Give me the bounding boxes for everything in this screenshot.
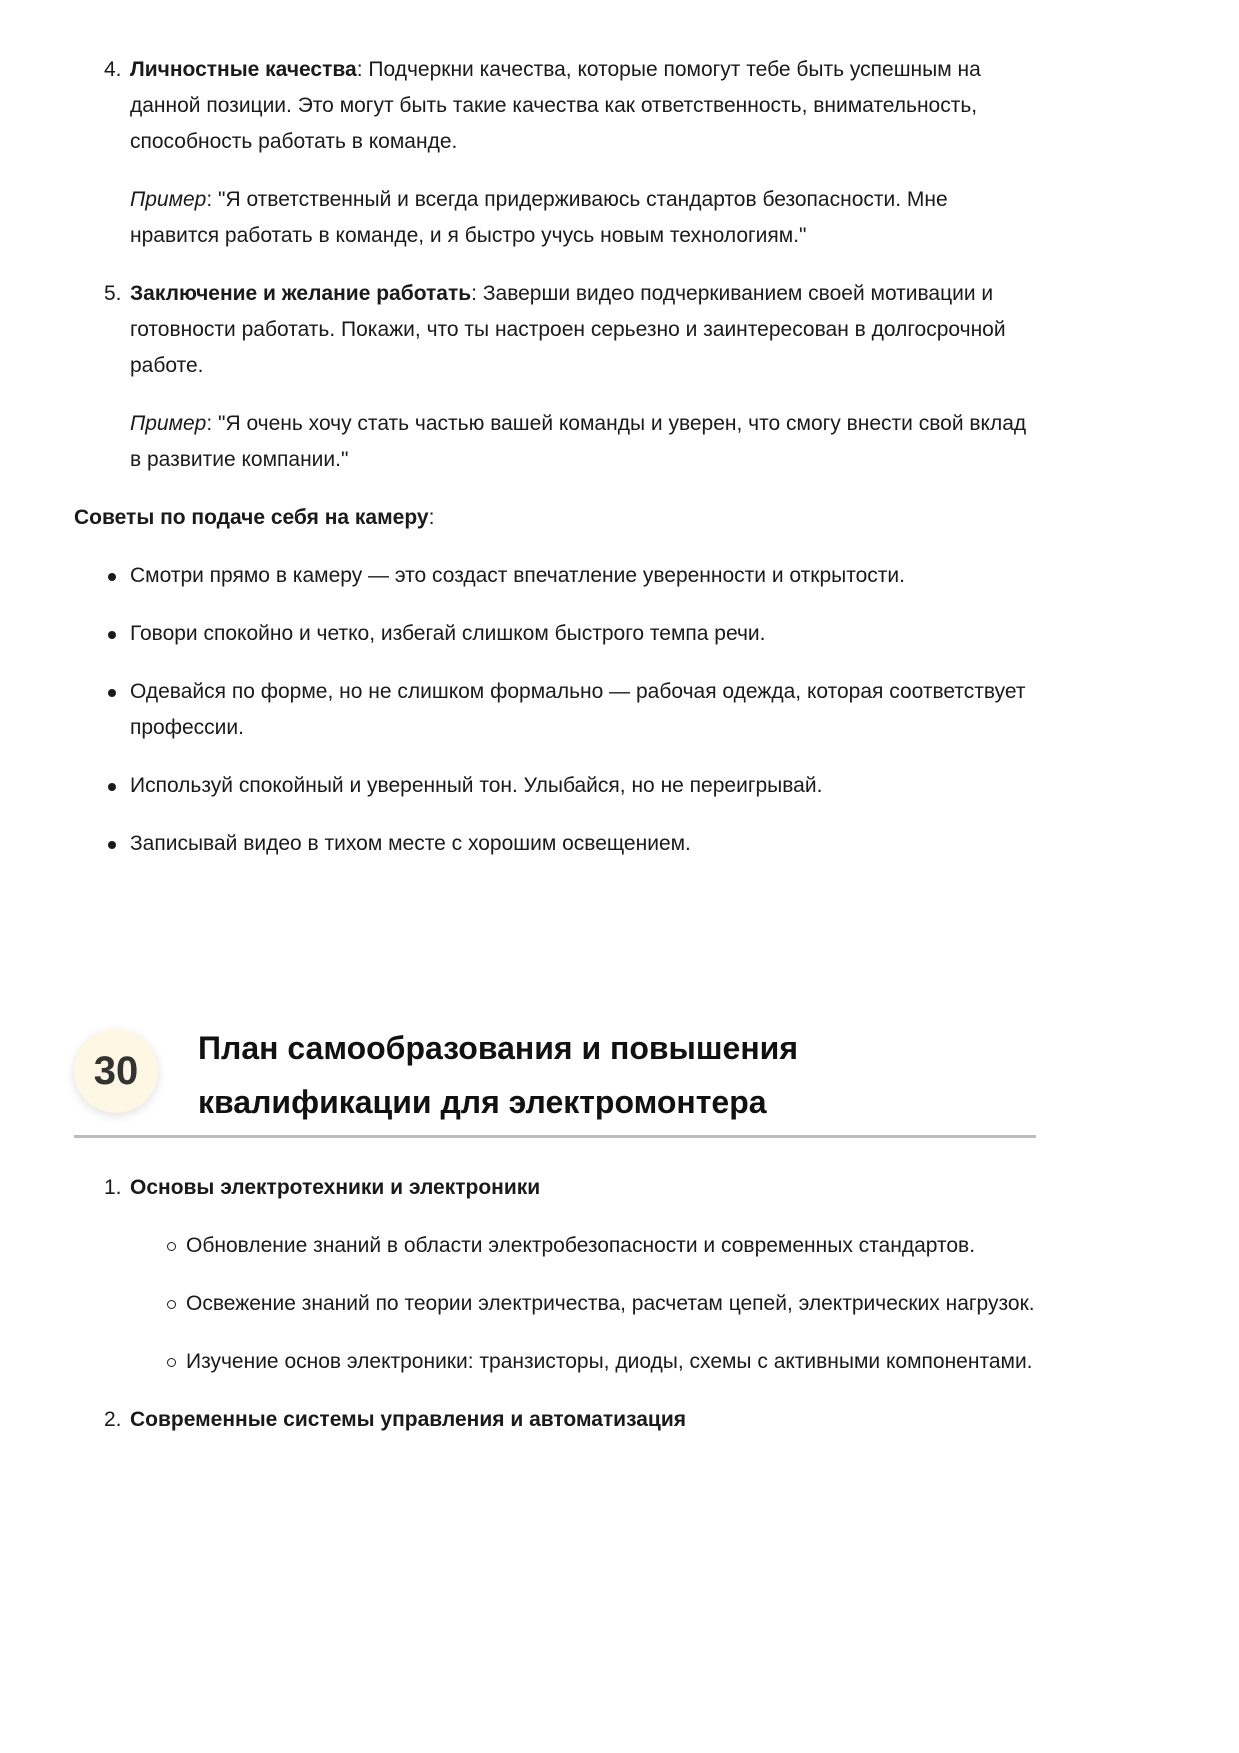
bullet-icon	[108, 573, 116, 581]
sub-list-item: Освежение знаний по теории электричества, расчетам цепей, электрических нагрузок.	[74, 1286, 1036, 1322]
sub-list-item: Обновление знаний в области электробезопасности и современных стандартов.	[74, 1228, 1036, 1264]
section-header	[74, 1030, 1036, 1138]
example-paragraph: Пример: "Я очень хочу стать частью вашей команды и уверен, что смогу внести свой вклад в развитие компании."	[130, 412, 1027, 471]
circle-bullet-icon	[167, 1300, 176, 1309]
item-title: Основы электротехники и электроники	[130, 1176, 541, 1199]
item-number: 5.	[104, 282, 122, 305]
item-title: Заключение и желание работать	[130, 282, 472, 305]
tips-list	[74, 558, 1036, 862]
list-item	[74, 276, 1036, 384]
document-body	[74, 52, 1036, 884]
item-number: 1.	[104, 1176, 122, 1199]
item-title: Личностные качества	[130, 58, 357, 81]
section-number-badge: 30	[74, 1029, 158, 1113]
list-item: Используй спокойный и уверенный тон. Улыбайся, но не переигрывай.	[74, 768, 1036, 804]
item-text: : Подчеркни качества, которые помогут тебе быть успешным на данной позиции. Это могут быть такие качества как ответственность, внимательность, способность работать в команде.	[130, 58, 981, 153]
section-title: План самообразования и повышения квалификации для электромонтера	[198, 1030, 799, 1120]
bullet-icon	[108, 631, 116, 639]
list-item	[74, 1170, 1036, 1206]
list-item	[74, 1402, 1036, 1438]
circle-bullet-icon	[167, 1242, 176, 1251]
tips-heading: Советы по подаче себя на камеру:	[74, 506, 435, 529]
item-text: : Заверши видео подчеркиванием своей мотивации и готовности работать. Покажи, что ты настроен серьезно и заинтересован в долгосрочной работе.	[130, 282, 1006, 377]
numbered-list	[74, 52, 1036, 478]
bullet-icon	[108, 689, 116, 697]
bullet-icon	[108, 783, 116, 791]
example-paragraph: Пример: "Я ответственный и всегда придерживаюсь стандартов безопасности. Мне нравится работать в команде, и я быстро учусь новым технологиям."	[130, 188, 948, 247]
circle-bullet-icon	[167, 1358, 176, 1367]
item-title: Современные системы управления и автоматизация	[130, 1408, 687, 1431]
item-number: 4.	[104, 58, 122, 81]
list-item: Смотри прямо в камеру — это создаст впечатление уверенности и открытости.	[74, 558, 1036, 594]
bullet-icon	[108, 841, 116, 849]
list-item	[74, 52, 1036, 160]
list-item: Одевайся по форме, но не слишком формально — рабочая одежда, которая соответствует профессии.	[74, 674, 1036, 746]
list-item: Говори спокойно и четко, избегай слишком быстрого темпа речи.	[74, 616, 1036, 652]
sub-list-item: Изучение основ электроники: транзисторы, диоды, схемы с активными компонентами.	[74, 1344, 1036, 1380]
plan-list	[74, 1170, 1036, 1460]
item-number: 2.	[104, 1408, 122, 1431]
list-item: Записывай видео в тихом месте с хорошим освещением.	[74, 826, 1036, 862]
